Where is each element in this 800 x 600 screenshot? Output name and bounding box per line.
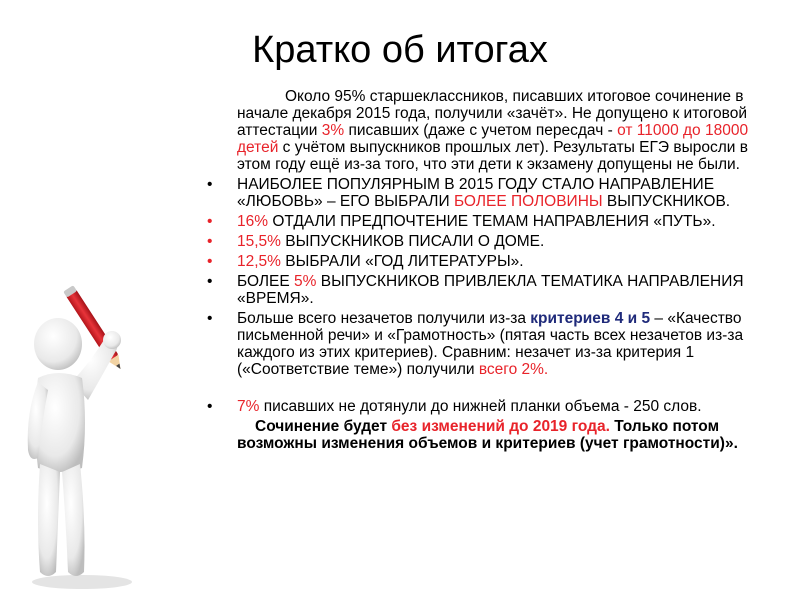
- bullet-list: [207, 176, 777, 415]
- list-item: [207, 253, 777, 270]
- intro-text: Около 95% старшеклассников, писавших итоговое сочинение в начале декабря 2015 года, получили «зачёт». Не допущено к итоговой аттестации: [237, 88, 748, 139]
- item-highlight: всего 2%.: [478, 361, 549, 378]
- list-item: [207, 233, 777, 250]
- bullet-icon: •: [207, 233, 213, 250]
- intro-paragraph: [237, 88, 777, 173]
- item-text: ВЫПУСКНИКОВ ПРИВЛЕКЛА ТЕМАТИКА НАПРАВЛЕНИЯ «ВРЕМЯ».: [237, 273, 744, 307]
- person-with-pencil-icon: [20, 282, 170, 592]
- item-highlight: 7%: [237, 398, 260, 415]
- item-text: – «Качество письменной речи» и «Грамотность» (пятая часть всех незачетов из-за каждого из этих критериев). Сравним: незачет из-за критерия 1 («Соответствие теме») получили: [237, 310, 744, 378]
- conclusion-paragraph: [237, 418, 777, 452]
- item-text: Больше всего незачетов получили из-за: [237, 310, 531, 327]
- item-highlight: 12,5%: [237, 253, 281, 270]
- conclusion-text: Сочинение будет: [255, 418, 392, 435]
- item-text: НАИБОЛЕЕ ПОПУЛЯРНЫМ В 2015 ГОДУ СТАЛО НАПРАВЛЕНИЕ «ЛЮБОВЬ» – ЕГО ВЫБРАЛИ: [237, 176, 715, 210]
- item-text: ВЫБРАЛИ «ГОД ЛИТЕРАТУРЫ».: [280, 253, 524, 270]
- item-highlight: 16%: [237, 213, 269, 230]
- intro-text: писавших (даже с учетом пересдач -: [344, 122, 618, 139]
- slide-body: [207, 88, 777, 468]
- item-highlight: 5%: [294, 273, 317, 290]
- list-item: [207, 176, 777, 210]
- intro-highlight: 3%: [321, 122, 345, 139]
- list-item: [207, 213, 777, 230]
- bullet-icon: •: [207, 398, 213, 415]
- list-item: [207, 310, 777, 378]
- bullet-icon: •: [207, 310, 213, 327]
- intro-text: с учётом выпускников прошлых лет). Результаты ЕГЭ выросли в этом году ещё из-за того, что эти дети к экзамену допущены не были.: [237, 139, 748, 173]
- intro-highlight: от 11000 до 18000 детей: [237, 122, 749, 156]
- bullet-icon: •: [207, 213, 213, 230]
- bullet-icon: •: [207, 273, 213, 290]
- item-text: БОЛЕЕ: [237, 273, 295, 290]
- bullet-icon: •: [207, 176, 213, 193]
- item-text: ВЫПУСКНИКОВ.: [602, 193, 731, 210]
- item-highlight: 15,5%: [237, 233, 281, 250]
- list-item: [207, 273, 777, 307]
- item-highlight: БОЛЕЕ ПОЛОВИНЫ: [453, 193, 603, 210]
- slide-title: Кратко об итогах: [252, 29, 548, 71]
- item-highlight: критериев 4 и 5: [530, 310, 651, 327]
- conclusion-highlight: без изменений до 2019 года.: [391, 418, 610, 435]
- item-text: писавших не дотянули до нижней планки объема - 250 слов.: [259, 398, 702, 415]
- item-text: ВЫПУСКНИКОВ ПИСАЛИ О ДОМЕ.: [280, 233, 545, 250]
- list-item: [207, 398, 777, 415]
- bullet-icon: •: [207, 253, 213, 270]
- conclusion-text: Только потом возможны изменения объемов и критериев (учет грамотности)».: [237, 418, 738, 452]
- item-text: ОТДАЛИ ПРЕДПОЧТЕНИЕ ТЕМАМ НАПРАВЛЕНИЯ «ПУТЬ».: [268, 213, 716, 230]
